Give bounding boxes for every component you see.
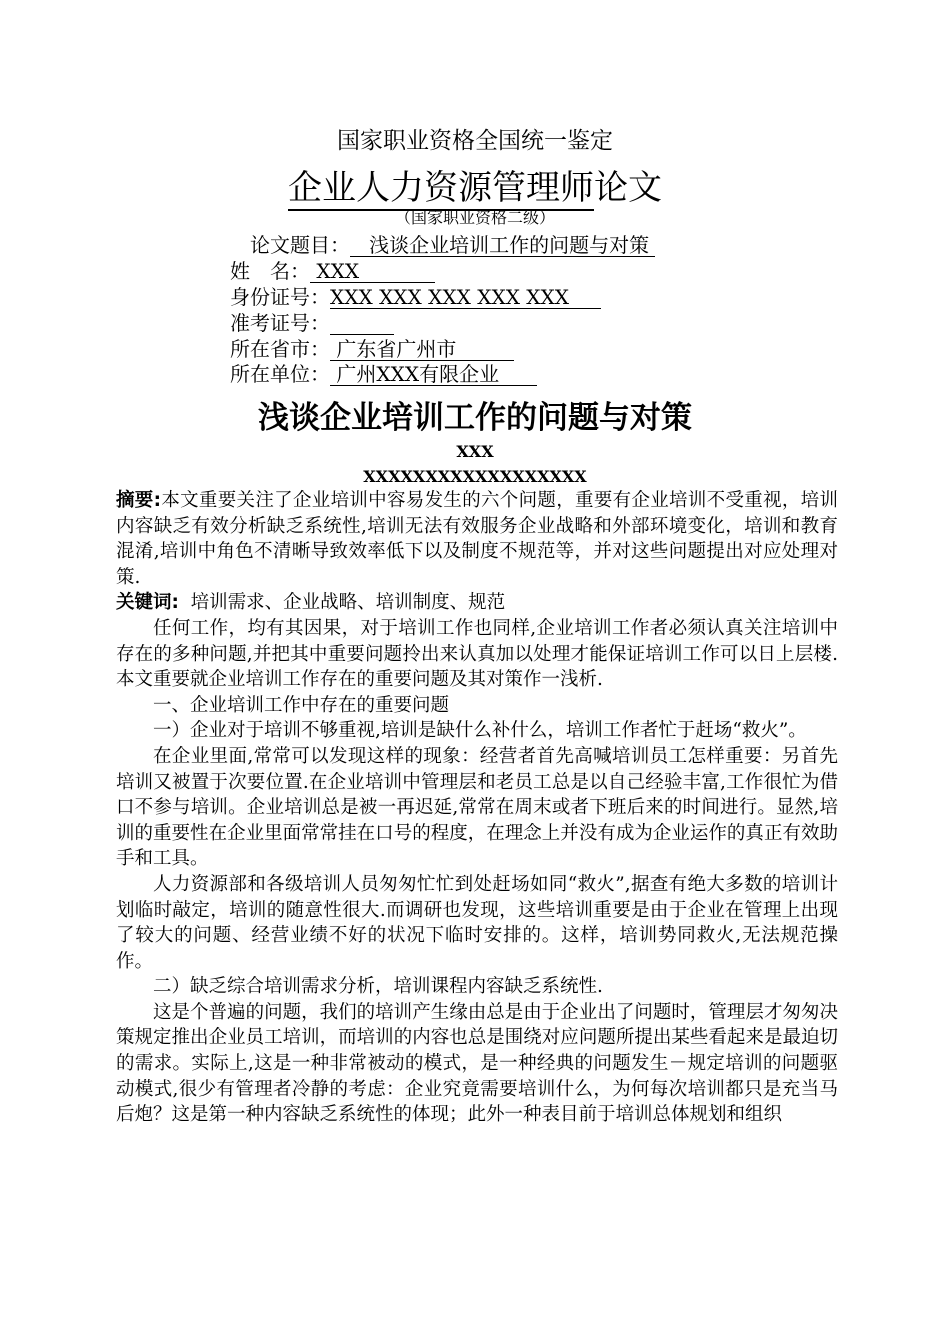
province-value: 广东省广州市 [330, 337, 514, 361]
exam-number-row [230, 310, 394, 336]
unit-value: 广州XXX有限企业 [330, 362, 538, 386]
abstract-label: 摘要: [116, 490, 162, 511]
keywords [116, 590, 838, 616]
thesis-title-row [250, 232, 655, 258]
paper-type-underlined: 企业人力资源管理师 [288, 168, 594, 211]
article-body [116, 488, 838, 1128]
article-title: 浅谈企业培训工作的问题与对策 [258, 400, 692, 436]
thesis-title-label: 论文题目： [250, 233, 350, 257]
paragraph: 任何工作，均有其因果，对于培训工作也同样,企业培训工作者必须认真关注培训中存在的多种问题,并把其中重要问题拎出来认真加以处理才能保证培训工作可以日上层楼.本文重要就企业培训工作存在的重要问题及其对策作一浅析. [116, 617, 838, 691]
paper-type-suffix: 论文 [594, 168, 662, 208]
name-label: 姓 名： [230, 259, 310, 283]
exam-number-label: 准考证号： [230, 311, 330, 335]
name-value: XXX [310, 259, 436, 283]
exam-number-value [330, 312, 394, 335]
author-name: XXX [456, 442, 494, 461]
id-number-label: 身份证号： [230, 285, 330, 309]
exam-header: 国家职业资格全国统一鉴定 [337, 128, 613, 154]
name-row [230, 258, 435, 284]
abstract [116, 488, 838, 590]
unit-label: 所在单位： [230, 362, 330, 386]
qualification-level: （国家职业资格二级） [394, 208, 555, 227]
paragraph: 在企业里面,常常可以发现这样的现象：经营者首先高喊培训员工怎样重要：另首先培训又被置于次要位置.在企业培训中管理层和老员工总是以自己经验丰富,工作很忙为借口不参与培训。企业培训总是被一再迟延,常常在周末或者下班后来的时间进行。显然,培训的重要性在企业里面常常挂在口号的程度，在理念上并没有成为企业运作的真正有效助手和工具。 [116, 745, 838, 870]
keywords-label: 关键词: [116, 592, 179, 614]
paragraph: 人力资源部和各级培训人员匆匆忙忙到处赶场如同“救火”,据查有绝大多数的培训计划临时敲定，培训的随意性很大.而调研也发现，这些培训重要是由于企业在管理上出现了较大的问题、经营业绩不好的状况下临时安排的。这样，培训势同救火,无法规范操作。 [116, 873, 838, 972]
section-heading: 一、企业培训工作中存在的重要问题 [153, 694, 450, 716]
thesis-title-value: 浅谈企业培训工作的问题与对策 [350, 233, 656, 257]
subsection-heading: 二）缺乏综合培训需求分析，培训课程内容缺乏系统性. [153, 976, 603, 998]
unit-row [230, 361, 537, 387]
paper-type-heading [0, 160, 950, 209]
paragraph: 这是个普遍的问题，我们的培训产生缘由总是由于企业出了问题时，管理层才匆匆决策规定推出企业员工培训，而培训的内容也总是围绕对应问题所提出某些看起来是最迫切的需求。实际上,这是一种非常被动的模式，是一种经典的问题发生－规定培训的问题驱动模式,很少有管理者冷静的考虑：企业究竟需要培训什么，为何每次培训都只是充当马后炮？这是第一种内容缺乏系统性的体现；此外一种表目前于培训总体规划和组织 [116, 1001, 838, 1126]
province-label: 所在省市： [230, 337, 330, 361]
province-row [230, 336, 514, 362]
subsection-heading: 一）企业对于培训不够重视,培训是缺什么补什么，培训工作者忙于赶场“救火”。 [153, 720, 807, 742]
id-number-row [230, 284, 601, 310]
keywords-text: 培训需求、企业战略、培训制度、规范 [178, 592, 506, 614]
author-affiliation: XXXXXXXXXXXXXXXXXX [363, 467, 587, 486]
id-number-value: XXX XXX XXX XXX XXX [330, 285, 601, 309]
abstract-text: 本文重要关注了企业培训中容易发生的六个问题，重要有企业培训不受重视，培训内容缺乏有效分析缺乏系统性,培训无法有效服务企业战略和外部环境变化，培训和教育混淆,培训中角色不清晰导致效率低下以及制度不规范等，并对这些问题提出对应处理对策. [116, 490, 838, 588]
